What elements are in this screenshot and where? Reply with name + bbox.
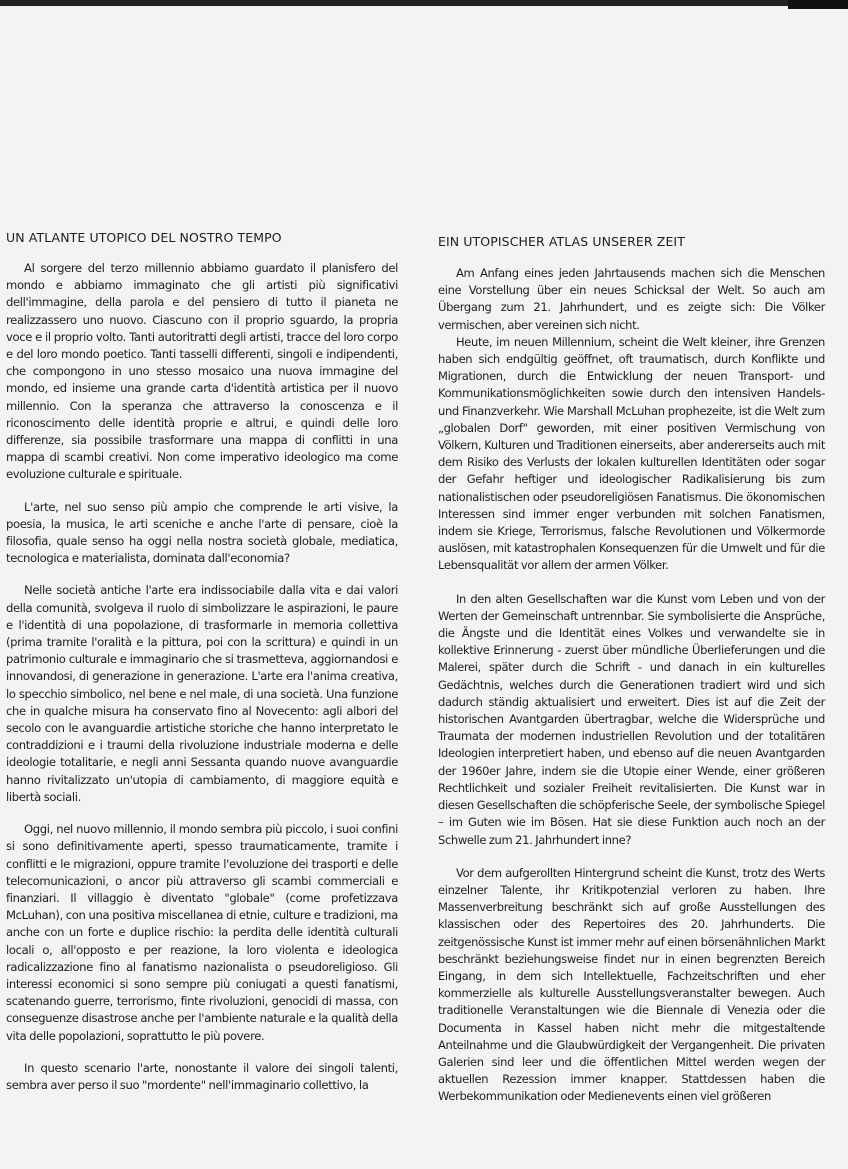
scan-corner-mark	[788, 0, 848, 9]
italian-paragraph-4: Oggi, nel nuovo millennio, il mondo sembra più piccolo, i suoi confini si sono definitivamente aperti, spesso traumaticamente, tramite i conflitti e le migrazioni, oppure tramite l'evoluzione dei trasporti e delle telecomunicazioni, o ancor più attraverso gli scambi commerciali e finanziari. Il villaggio è diventato "globale" (come profetizzava McLuhan), con una positiva miscellanea di etnie, culture e tradizioni, ma anche con un forte e duplice rischio: la perdita delle identità culturali locali o, all'opposto e per reazione, la loro violenta e ideologica radicalizzazione fino al fanatismo nazionalista o pseudoreligioso. Gli interessi economici si sono sempre più coniugati a questi fanatismi, scatenando guerre, terrorismo, finte rivoluzioni, genocidi di massa, con conseguenze disastrose anche per l'ambiente naturale e la qualità della vita delle popolazioni, soprattutto le più povere.	[6, 822, 398, 1043]
italian-paragraph-5: In questo scenario l'arte, nonostante il valore dei singoli talenti, sembra aver perso il suo "mordente" nell'immaginario collettivo, la	[6, 1060, 398, 1092]
italian-paragraph-2: L'arte, nel suo senso più ampio che comprende le arti visive, la poesia, la musica, le arti sceniche e anche l'arte di pensare, cioè la filosofia, quale senso ha oggi nella nostra società globale, mediatica, tecnologica e materialista, dominata dall'economia?	[6, 499, 398, 566]
italian-paragraph-3: Nelle società antiche l'arte era indissociabile dalla vita e dai valori della comunità, svolgeva il ruolo di simbolizzare le aspirazioni, le paure e l'identità di una popolazione, di trasformarle in memoria collettiva (prima tramite l'oralità e la pittura, poi con la scrittura) e quindi in un patrimonio culturale e immaginario che si trasmetteva, aggiornandosi e innovandosi, di generazione in generazione. L'arte era l'anima creativa, lo specchio simbolico, nel bene e nel male, di una società. Una funzione che in qualche misura ha conservato fino al Novecento: agli albori del secolo con le avanguardie artistiche storiche che hanno interpretato le contraddizioni e i traumi della rivoluzione industriale moderna e delle ideologie totalitarie, e negli anni Sessanta quando nuove avanguardie hanno rivitalizzato un'utopia di cambiamento, di maggiore equità e libertà sociali.	[6, 583, 398, 804]
german-paragraph-2: Heute, im neuen Millennium, scheint die Welt kleiner, ihre Grenzen haben sich endgültig geöffnet, oft traumatisch, durch Konflikte und Migrationen, durch die Entwicklung der neuen Transport- und Kommunikationsmöglichkeiten sowie durch den intensiven Handels- und Finanzverkehr. Wie Marshall McLuhan prophezeite, ist die Welt zum „globalen Dorf" geworden, mit einer positiven Vermischung von Völkern, Kulturen und Traditionen einerseits, aber andererseits auch mit dem Risiko des Verlusts der lokalen kulturellen Identitäten oder sogar der Gefahr heftiger und ideologischer Radikalisierung bis zum nationalistischen oder pseudoreligiösen Fanatismus. Die ökonomischen Interessen sind immer enger verbunden mit solchen Fanatismen, indem sie Kriege, Terrorismus, falsche Revolutionen und Völkermorde auslösen, mit katastrophalen Konsequenzen für die Umwelt und für die Lebensqualität vor allem der armen Völker.	[438, 334, 825, 573]
german-paragraph-4: Vor dem aufgerollten Hintergrund scheint die Kunst, trotz des Werts einzelner Talente, ihr Kritikpotenzial verloren zu haben. Ihre Massenverbreitung beschränkt sich auf große Ausstellungen des klassischen oder des Repertoires des 20. Jahrhunderts. Die zeitgenössische Kunst ist immer mehr auf einen börsenähnlichen Markt beschränkt beziehungsweise findet nur in einen begrenzten Bereich Eingang, in dem sich Intellektuelle, Fachzeitschriften und eher kommerzielle als kulturelle Ausstellungsveranstalter bewegen. Auch traditionelle Veranstaltungen wie die Biennale di Venezia oder die Documenta in Kassel haben nicht mehr die mitgestaltende Anteilnahme und die Glaubwürdigkeit der Vergangenheit. Die privaten Galerien sind leer und die öffentlichen Mittel werden wegen der aktuellen Rezession immer knapper. Stattdessen haben die Werbekommunikation oder Medienevents einen viel größeren	[438, 865, 825, 1104]
german-title: EIN UTOPISCHER ATLAS UNSERER ZEIT	[438, 234, 685, 249]
german-paragraph-3: In den alten Gesellschaften war die Kunst vom Leben und von der Werten der Gemeinschaft untrennbar. Sie symbolisierte die Ansprüche, die Ängste und die Identität eines Volkes und verwandelte sie in kollektive Erinnerung - zuerst über mündliche Überlieferungen und die Malerei, später durch die Schrift - und danach in ein kulturelles Gedächtnis, welches durch die Generationen tradiert wird und sich dadurch ständig aktualisiert und erweitert. Dies ist auf die Zeit der historischen Avantgarden übertragbar, welche die Widersprüche und Traumata der modernen industriellen Revolution und der totalitären Ideologien interpretiert haben, und ebenso auf die neuen Avantgarden der 1960er Jahre, indem sie die Utopie einer Wende, einer größeren Rechtlichkeit und sozialer Freiheit revitalisierten. Die Kunst war in diesen Gesellschaften die schöpferische Seele, der symbolische Spiegel – im Guten wie im Bösen. Hat sie diese Funktion auch noch an der Schwelle zum 21. Jahrhundert inne?	[438, 591, 825, 847]
german-paragraph-1: Am Anfang eines jeden Jahrtausends machen sich die Menschen eine Vorstellung über ein neues Schicksal der Welt. So auch am Übergang zum 21. Jahrhundert, und es zeigte sich: Die Völker vermischen, aber vereinen sich nicht.	[438, 266, 825, 332]
italian-title: UN ATLANTE UTOPICO DEL NOSTRO TEMPO	[6, 230, 282, 245]
italian-paragraph-1: Al sorgere del terzo millennio abbiamo guardato il planisfero del mondo e abbiamo immaginato che gli artisti più significativi dell'immagine, della parola e del pensiero di tutto il pianeta ne realizzassero uno nuovo. Ciascuno con il proprio sguardo, la propria voce e il proprio volto. Tanti autoritratti degli artisti, tracce del loro corpo e del loro mondo poetico. Tanti tasselli differenti, singoli e indipendenti, che compongono in uno stesso mosaico una nuova immagine del mondo, ed insieme una grande carta d'identità artistica per il nuovo millennio. Con la speranza che attraverso la conoscenza e il riconoscimento delle identità proprie e altrui, e quindi delle loro differenze, sia possibile trasformare una mappa di conflitti in una mappa di scambi creativi. Non come imperativo ideologico ma come evoluzione culturale e spirituale.	[6, 261, 398, 482]
scan-top-edge	[0, 0, 848, 6]
german-column	[438, 230, 825, 1116]
italian-column	[6, 230, 398, 1109]
